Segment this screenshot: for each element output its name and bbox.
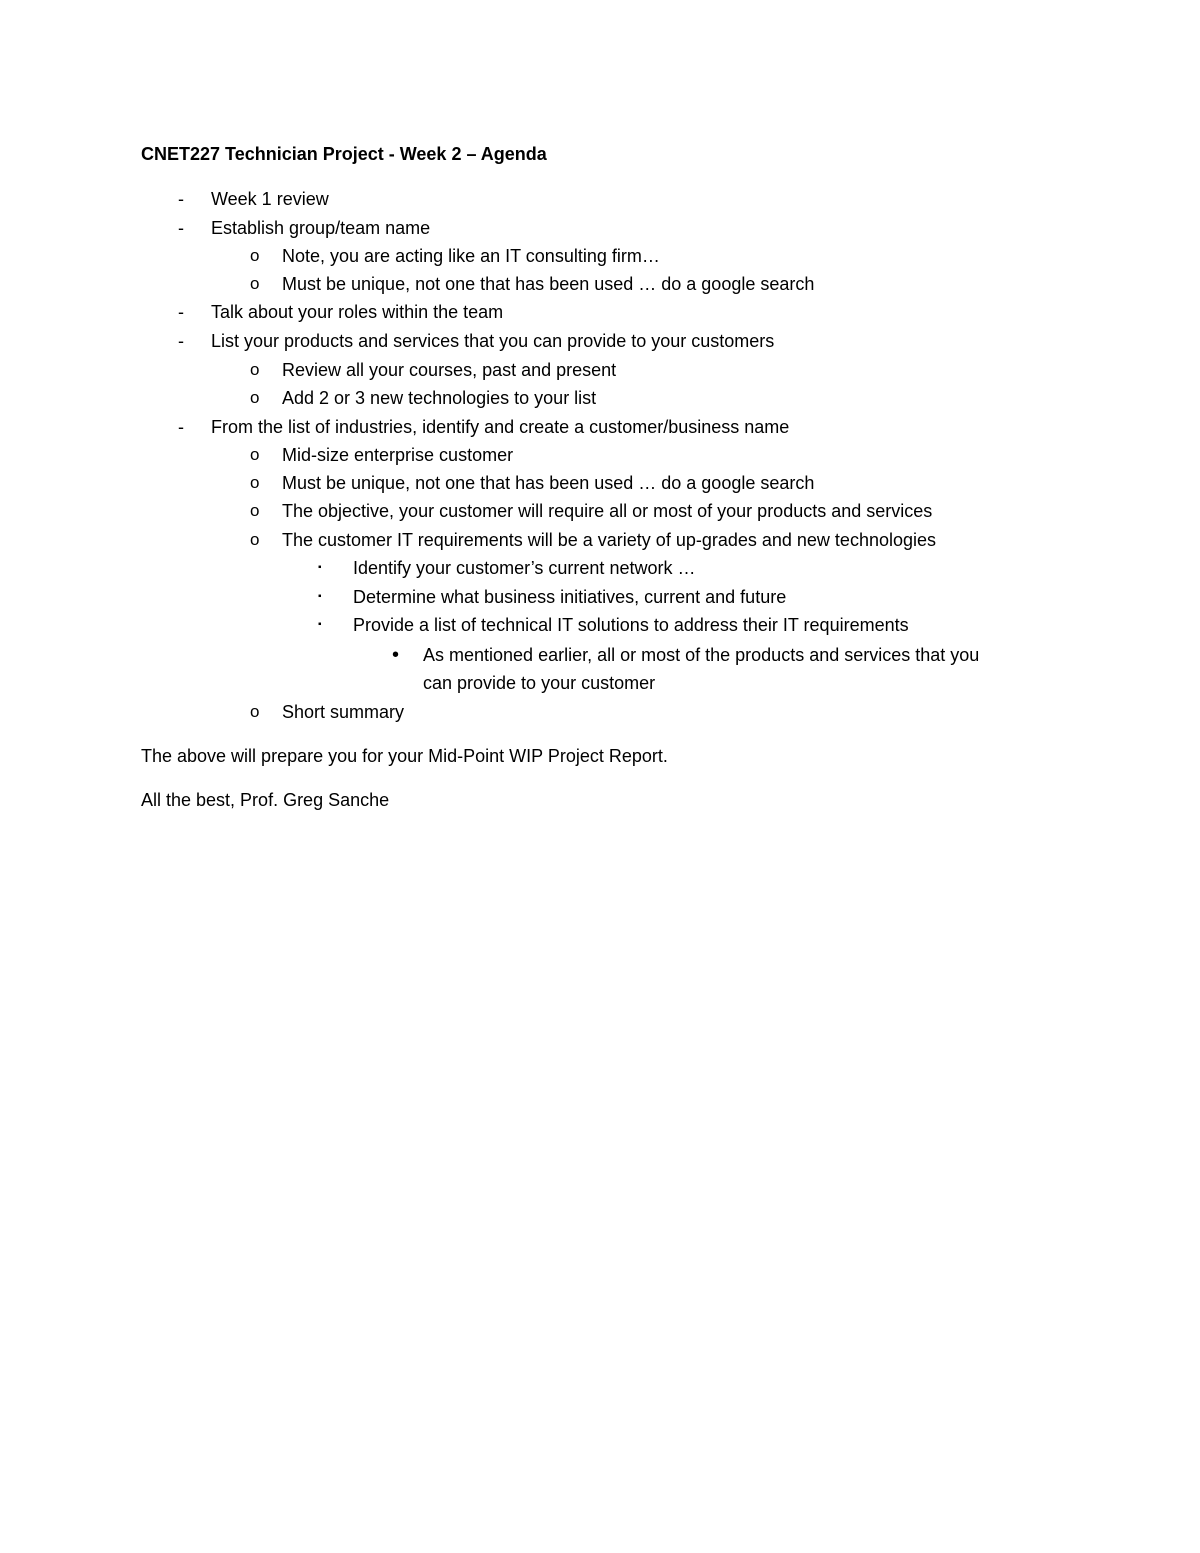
document-title: CNET227 Technician Project - Week 2 – Agenda — [141, 144, 547, 164]
list-item: Identify your customer’s current network … — [353, 558, 696, 578]
circle-bullet: o — [250, 473, 260, 492]
list-item: Review all your courses, past and present — [282, 360, 617, 380]
list-item: Determine what business initiatives, current and future — [353, 587, 787, 607]
circle-bullet: o — [250, 360, 260, 379]
square-bullet: ▪ — [318, 591, 322, 602]
circle-bullet: o — [250, 702, 260, 721]
dash-bullet: - — [178, 302, 184, 322]
dash-bullet: - — [178, 218, 184, 238]
list-item: Short summary — [282, 702, 405, 722]
list-item: The customer IT requirements will be a variety of up-grades and new technologies — [282, 530, 937, 550]
list-item: Note, you are acting like an IT consulting firm… — [282, 246, 660, 266]
list-item: Talk about your roles within the team — [211, 302, 504, 322]
dot-bullet: • — [392, 644, 400, 666]
circle-bullet: o — [250, 501, 260, 520]
list-item: Establish group/team name — [211, 218, 431, 238]
circle-bullet: o — [250, 388, 260, 407]
dash-bullet: - — [178, 417, 184, 437]
circle-bullet: o — [250, 530, 260, 549]
list-item: As mentioned earlier, all or most of the products and services that you — [423, 645, 980, 665]
dash-bullet: - — [178, 189, 184, 209]
list-item: Provide a list of technical IT solutions to address their IT requirements — [353, 615, 909, 635]
list-item: From the list of industries, identify and create a customer/business name — [211, 417, 790, 437]
list-item: List your products and services that you can provide to your customers — [211, 331, 775, 351]
closing-paragraph: The above will prepare you for your Mid-Point WIP Project Report. — [141, 746, 668, 766]
signature-line: All the best, Prof. Greg Sanche — [141, 790, 390, 810]
list-item: The objective, your customer will require all or most of your products and services — [282, 501, 933, 521]
square-bullet: ▪ — [318, 562, 322, 573]
list-item: Must be unique, not one that has been used … do a google search — [282, 274, 815, 294]
list-item: Must be unique, not one that has been used … do a google search — [282, 473, 815, 493]
list-item: Add 2 or 3 new technologies to your list — [282, 388, 597, 408]
list-item-continuation: can provide to your customer — [423, 673, 656, 693]
dash-bullet: - — [178, 331, 184, 351]
list-item: Mid-size enterprise customer — [282, 445, 514, 465]
circle-bullet: o — [250, 274, 260, 293]
square-bullet: ▪ — [318, 619, 322, 630]
circle-bullet: o — [250, 246, 260, 265]
circle-bullet: o — [250, 445, 260, 464]
list-item: Week 1 review — [211, 189, 329, 209]
